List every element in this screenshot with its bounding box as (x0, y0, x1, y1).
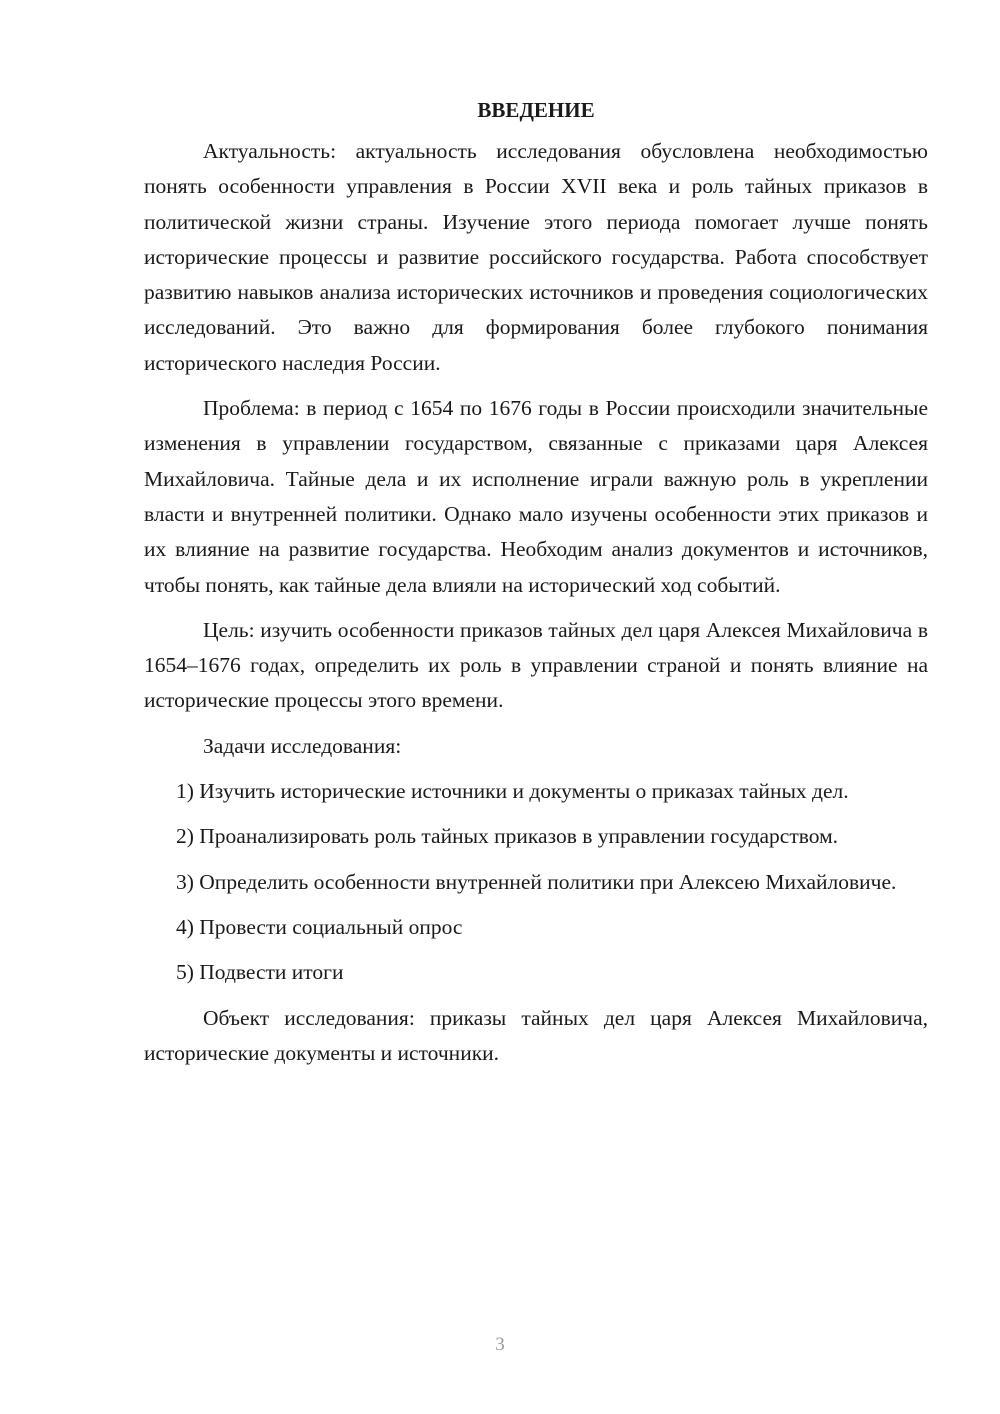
tasks-intro: Задачи исследования: (203, 733, 402, 758)
task-item-1: 1) Изучить исторические источники и документы о приказах тайных дел. (176, 779, 849, 804)
task-item-5: 5) Подвести итоги (176, 960, 344, 985)
relevance-paragraph: Актуальность: актуальность исследования обусловлена необходимостью понять особенности управления в России XVII века и роль тайных приказов в политической жизни страны. Изучение этого периода помогает лучше понять исторические процессы и развитие российского государства. Работа способствует развитию навыков анализа исторических источников и проведения социологических исследований. Это важно для формирования более глубокого понимания исторического наследия России. (144, 139, 928, 375)
document-body (144, 92, 928, 1071)
page-number: 3 (495, 1334, 505, 1355)
task-item-3: 3) Определить особенности внутренней политики при Алексею Михайловиче. (176, 869, 897, 894)
goal-paragraph: Цель: изучить особенности приказов тайных дел царя Алексея Михайловича в 1654–1676 годах, определить их роль в управлении страной и понять влияние на исторические процессы этого времени. (144, 617, 928, 713)
page-title: ВВЕДЕНИЕ (477, 98, 595, 122)
object-paragraph: Объект исследования: приказы тайных дел царя Алексея Михайловича, исторические документы и источники. (144, 1005, 928, 1065)
task-item-2: 2) Проанализировать роль тайных приказов в управлении государством. (176, 824, 839, 849)
task-item-4: 4) Провести социальный опрос (176, 914, 463, 939)
problem-paragraph: Проблема: в период с 1654 по 1676 годы в России происходили значительные изменения в управлении государством, связанные с приказами царя Алексея Михайловича. Тайные дела и их исполнение играли важную роль в укреплении власти и внутренней политики. Однако мало изучены особенности этих приказов и их влияние на развитие государства. Необходим анализ документов и источников, чтобы понять, как тайные дела влияли на исторический ход событий. (144, 396, 928, 597)
tasks-list (144, 774, 928, 990)
